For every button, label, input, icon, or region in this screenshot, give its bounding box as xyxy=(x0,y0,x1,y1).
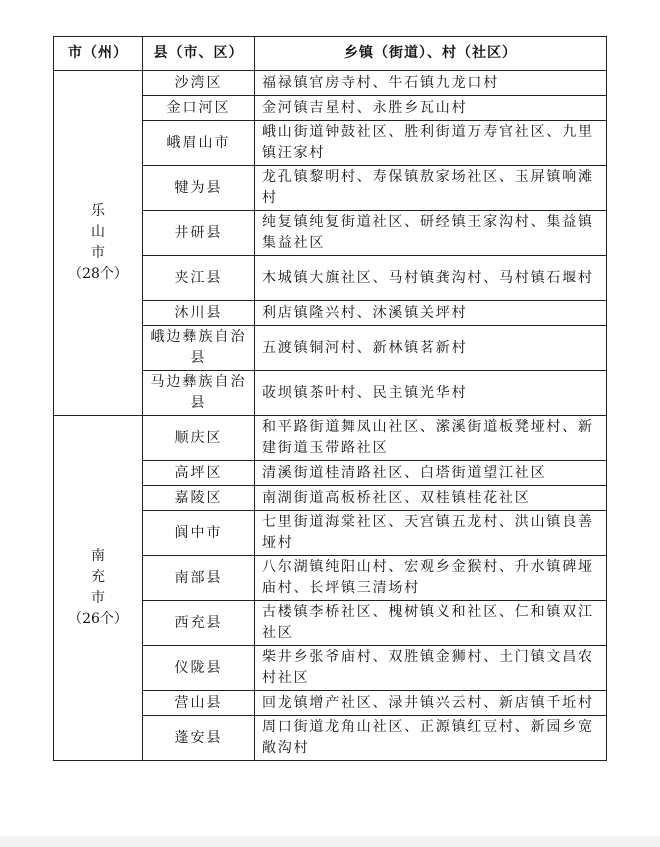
county-cell: 沙湾区 xyxy=(143,71,255,96)
city-name xyxy=(54,201,142,264)
city-count: （28个） xyxy=(68,266,128,282)
county-cell: 南部县 xyxy=(143,556,255,601)
city-name-char: 充 xyxy=(91,569,105,585)
village-cell: 八尔湖镇纯阳山村、宏观乡金猴村、升水镇碑垭庙村、长坪镇三清场村 xyxy=(255,556,607,601)
header-city: 市（州） xyxy=(54,37,143,71)
county-cell: 金口河区 xyxy=(143,96,255,121)
county-cell: 峨边彝族自治县 xyxy=(143,326,255,371)
county-cell: 马边彝族自治县 xyxy=(143,371,255,416)
city-name-char: 乐 xyxy=(91,203,105,219)
table-row xyxy=(54,71,607,96)
table-row xyxy=(54,416,607,461)
county-cell: 犍为县 xyxy=(143,166,255,211)
village-cell: 荍坝镇茶叶村、民主镇光华村 xyxy=(255,371,607,416)
village-cell: 龙孔镇黎明村、寿保镇敖家场社区、玉屏镇响滩村 xyxy=(255,166,607,211)
village-cell: 利店镇隆兴村、沐溪镇关坪村 xyxy=(255,301,607,326)
city-count: （26个） xyxy=(68,611,128,627)
village-cell: 周口街道龙角山社区、正源镇红豆村、新园乡宽敞沟村 xyxy=(255,716,607,761)
county-cell: 井研县 xyxy=(143,211,255,256)
village-cell: 古楼镇李桥社区、槐树镇义和社区、仁和镇双江社区 xyxy=(255,601,607,646)
header-county: 县（市、区） xyxy=(143,37,255,71)
header-row xyxy=(54,37,607,71)
village-cell: 清溪街道桂清路社区、白塔街道望江社区 xyxy=(255,461,607,486)
table-body xyxy=(54,71,607,761)
city-cell xyxy=(54,416,143,761)
county-cell: 高坪区 xyxy=(143,461,255,486)
header-village: 乡镇（街道）、村（社区） xyxy=(255,37,607,71)
village-cell: 柴井乡张爷庙村、双胜镇金狮村、土门镇文昌农村社区 xyxy=(255,646,607,691)
county-cell: 仪陇县 xyxy=(143,646,255,691)
county-cell: 顺庆区 xyxy=(143,416,255,461)
county-cell: 嘉陵区 xyxy=(143,486,255,511)
village-cell: 纯复镇纯复街道社区、研经镇王家沟村、集益镇集益社区 xyxy=(255,211,607,256)
county-cell: 峨眉山市 xyxy=(143,121,255,166)
city-name-char: 山 xyxy=(91,224,105,240)
village-cell: 南湖街道高板桥社区、双桂镇桂花社区 xyxy=(255,486,607,511)
village-cell: 福禄镇官房寺村、牛石镇九龙口村 xyxy=(255,71,607,96)
page-bottom-edge xyxy=(0,836,660,847)
village-cell: 五渡镇铜河村、新林镇茗新村 xyxy=(255,326,607,371)
village-cell: 和平路街道舞凤山社区、潆溪街道板凳垭村、新建街道玉带路社区 xyxy=(255,416,607,461)
county-cell: 沐川县 xyxy=(143,301,255,326)
village-cell: 七里街道海棠社区、天宫镇五龙村、洪山镇良善垭村 xyxy=(255,511,607,556)
county-cell: 夹江县 xyxy=(143,256,255,301)
village-cell: 木城镇大旗社区、马村镇龚沟村、马村镇石堰村 xyxy=(255,256,607,301)
city-name-char: 市 xyxy=(91,590,105,606)
county-cell: 营山县 xyxy=(143,691,255,716)
city-name-char: 市 xyxy=(91,245,105,261)
village-cell: 峨山街道钟鼓社区、胜利街道万寿官社区、九里镇汪家村 xyxy=(255,121,607,166)
county-cell: 西充县 xyxy=(143,601,255,646)
city-name xyxy=(54,546,142,609)
county-cell: 蓬安县 xyxy=(143,716,255,761)
village-list-table xyxy=(53,36,607,761)
county-cell: 阆中市 xyxy=(143,511,255,556)
village-cell: 金河镇吉星村、永胜乡瓦山村 xyxy=(255,96,607,121)
city-cell xyxy=(54,71,143,416)
city-name-char: 南 xyxy=(91,548,105,564)
village-cell: 回龙镇增产社区、渌井镇兴云村、新店镇千坵村 xyxy=(255,691,607,716)
